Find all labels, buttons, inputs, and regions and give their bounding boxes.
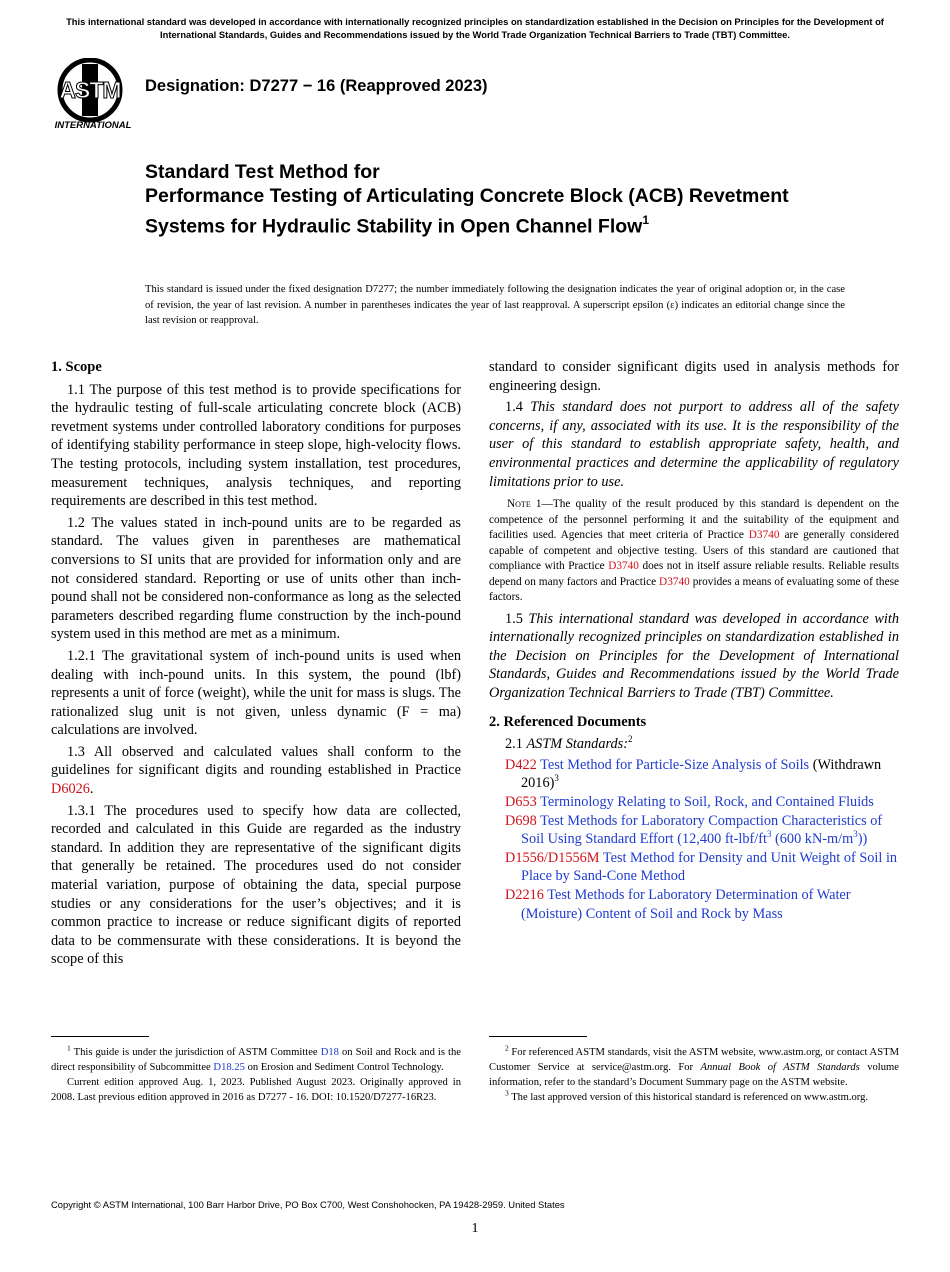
wto-notice: This international standard was developed in accordance with internationally recognized principles on standardization established in the Decision on Principles for the Development of International Standards, Guides and Recommendations issued by the World Trade Organization Technical Barriers to Trade (TBT) Committee. — [66, 16, 884, 40]
reference-code[interactable]: D2216 — [505, 886, 544, 903]
link-d6026[interactable]: D6026 — [51, 781, 90, 798]
paragraph-1-3-1: 1.3.1 The procedures used to specify how data are collected, recorded and calculated in this Guide are regarded as the industry standard. In addition they are representative of the significant digits that generally be retained. The procedures used do not consider material variation, purpose of obtaining the data, special purpose studies or any considerations for the user’s objectives; and it is common practice to increase or reduce significant digits of reported data to be commensurate with these considerations. It is beyond the scope of this — [51, 802, 461, 968]
edition-note: Current edition approved Aug. 1, 2023. Published August 2023. Originally approved in 2008. Last previous edition approved in 2016 as D7277 - 16. DOI: 10.1520/D7277-16R23. — [51, 1077, 461, 1103]
right-column — [489, 358, 899, 923]
document-title — [145, 160, 845, 238]
paragraph-1-4: 1.4 This standard does not purport to address all of the safety concerns, if any, associated with its use. It is the responsibility of the user of this standard to establish appropriate safety, health, and environmental practices and determine the applicability of regulatory limitations prior to use. — [489, 399, 899, 490]
reference-code[interactable]: D422 — [505, 756, 537, 773]
link-d3740[interactable]: D3740 — [608, 560, 639, 573]
title-main: Performance Testing of Articulating Concrete Block (ACB) Revetment Systems for Hydraulic Stability in Open Channel Flow$^1$ — [145, 185, 789, 238]
astm-logo-icon — [52, 58, 134, 130]
footnote-3: $^3$ The last approved version of this historical standard is referenced on www.astm.org. — [505, 1088, 869, 1103]
footnote-divider-right — [489, 1036, 587, 1037]
link-d3740[interactable]: D3740 — [748, 529, 780, 542]
link-d18-25[interactable]: D18.25 — [213, 1062, 245, 1073]
section-heading-referenced-documents: 2. Referenced Documents — [489, 713, 647, 730]
reference-item — [489, 886, 899, 923]
reference-title[interactable]: Test Method for Particle-Size Analysis of Soils — [540, 756, 810, 773]
footnotes-left — [51, 1045, 461, 1105]
reference-title[interactable]: Test Method for Density and Unit Weight of Soil in Place by Sand-Cone Method — [521, 849, 898, 885]
paragraph-1-2: 1.2 The values stated in inch-pound units are to be regarded as standard. The values given in parentheses are mathematical conversions to SI units that are provided for information only and are not considered standard. Reporting or use of units other than inch-pound shall not be considered non-conformance as long as the selected parameters described regarding flume construction by the inch-pound system used in this method are met as a minimum. — [51, 514, 461, 643]
issue-statement: This standard is issued under the fixed designation D7277; the number immediately following the designation indicates the year of original adoption or, in the case of revision, the year of last revision. A number in parentheses indicates the year of last reapproval. A superscript epsilon (ε) indicates an editorial change since the last revision or reapproval. — [145, 284, 845, 326]
title-footnote-mark: 1 — [642, 212, 650, 227]
reference-item: D422 Test Method for Particle-Size Analysis of Soils (Withdrawn 2016)$^3$ — [505, 756, 882, 792]
copyright-notice: Copyright © ASTM International, 100 Barr Harbor Drive, PO Box C700, West Conshohocken, PA 19428-2959. United States — [51, 1199, 565, 1210]
footnote-1: $^1$ This guide is under the jurisdiction of ASTM Committee D18 on Soil and Rock and is the direct responsibility of Subcommittee D18.25 on Erosion and Sediment Control Technology. — [51, 1043, 461, 1073]
reference-title[interactable]: Test Methods for Laboratory Determination of Water (Moisture) Content of Soil and Rock by Mass — [521, 886, 851, 922]
paragraph-1-2-1: 1.2.1 The gravitational system of inch-pound units is used when dealing with inch-pound units. In this system, the pound (lbf) represents a unit of force (weight), while the unit for mass is slugs. The rationalized slug unit is not given, unless dynamic (F = ma) calculations are involved. — [51, 647, 461, 739]
reference-item — [489, 849, 899, 886]
section-heading-scope: 1. Scope — [51, 359, 102, 375]
title-line-1: Standard Test Method for — [145, 161, 380, 183]
paragraph-1-1: 1.1 The purpose of this test method is to provide specifications for the hydraulic testing of full-scale articulating concrete block (ACB) revetment systems under controlled laboratory conditions for purposes of identifying stability performance in steep slope, high-velocity flows. The testing protocols, including system installation, test procedures, measurement techniques, analysis techniques, and reporting requirements are described in this test method. — [51, 381, 461, 510]
reference-code[interactable]: D653 — [505, 794, 537, 810]
left-column — [51, 358, 461, 969]
paragraph-1-3-1-continued: standard to consider significant digits used in analysis methods for engineering design. — [489, 359, 899, 394]
reference-item — [489, 812, 899, 849]
page-number: 1 — [471, 1221, 479, 1236]
reference-code[interactable]: D698 — [505, 812, 537, 829]
logo-subtext: INTERNATIONAL — [54, 120, 132, 130]
reference-list — [489, 756, 899, 923]
footnotes-right — [489, 1045, 899, 1105]
logo-text: ASTM — [59, 77, 121, 103]
note-1: Note 1—The quality of the result produced by this standard is dependent on the competence of the personnel performing it and the suitability of the equipment and facilities used. Agencies that meet criteria of Practice D3740 are generally considered capable of competent and objective testing. Users of this standard are cautioned that compliance with Practice D3740 does not in itself assure reliable results. Reliable results depend on many factors and Practice D3740 provides a means of evaluating some of these factors. — [489, 498, 900, 604]
footnote-divider-left — [51, 1036, 149, 1037]
paragraph-1-5: 1.5 This international standard was developed in accordance with internationally recognized principles on standardization established in the Decision on Principles for the Development of International Standards, Guides and Recommendations issued by the World Trade Organization Technical Barriers to Trade (TBT) Committee. — [489, 610, 899, 702]
footnote-2: $^2$ For referenced ASTM standards, visit the ASTM website, www.astm.org, or contact ASTM Customer Service at service@astm.org. For Annual Book of ASTM Standards volume information, refer to the standard’s Document Summary page on the ASTM website. — [489, 1043, 899, 1088]
reference-title[interactable]: Terminology Relating to Soil, Rock, and Contained Fluids — [540, 794, 874, 810]
link-d3740[interactable]: D3740 — [659, 575, 690, 588]
reference-title[interactable]: Test Methods for Laboratory Compaction Characteristics of Soil Using Standard Effort (12,400 ft-lbf/ft$^3$ (600 kN-m/m$^3$)) — [521, 812, 883, 848]
designation: Designation: D7277 − 16 (Reapproved 2023) — [145, 77, 488, 95]
reference-code[interactable]: D1556/D1556M — [505, 849, 600, 866]
astm-standards-label: 2.1 ASTM Standards:$^2$ — [505, 734, 633, 753]
link-d18[interactable]: D18 — [320, 1047, 339, 1058]
paragraph-1-3: 1.3 All observed and calculated values shall conform to the guidelines for significant digits and rounding established in Practice D6026. — [51, 743, 461, 798]
reference-item — [489, 793, 899, 812]
